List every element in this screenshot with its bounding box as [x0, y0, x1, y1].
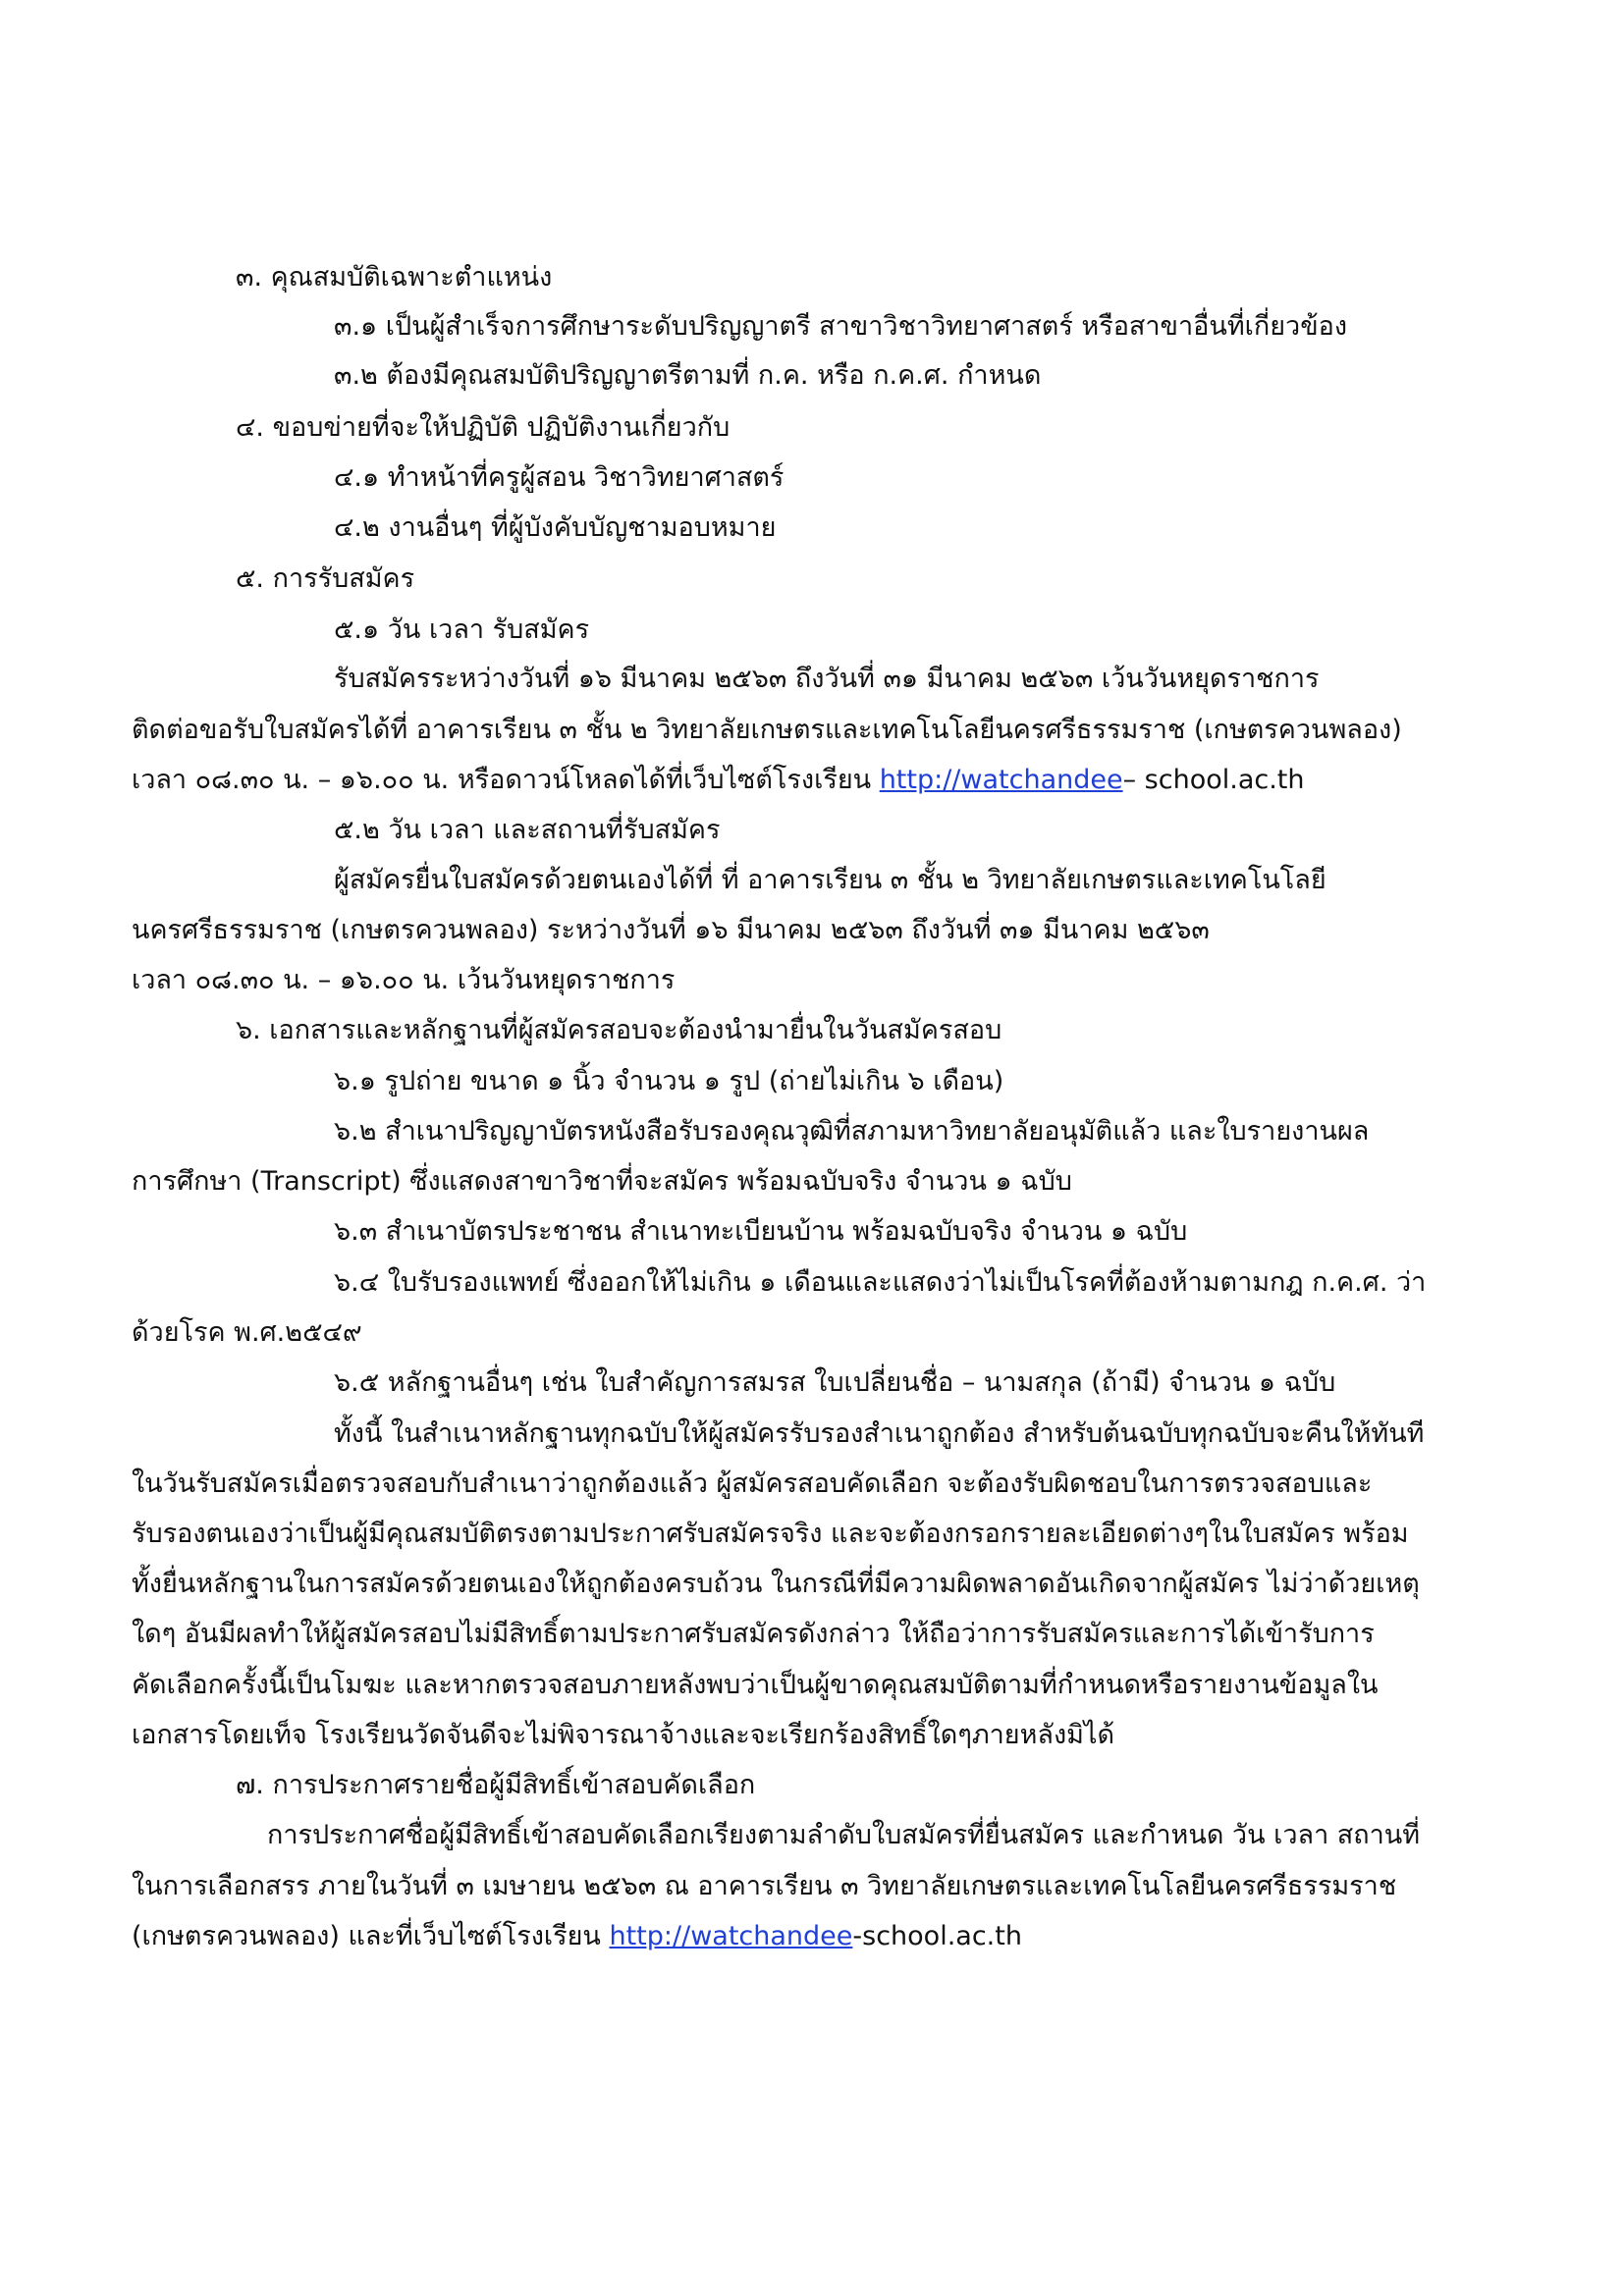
note-paragraph-line-4: ทั้งยื่นหลักฐานในการสมัครด้วยตนเองให้ถูกต้องครบถ้วน ในกรณีที่มีความผิดพลาดอันเกิดจากผู้สมัคร ไม่ว่าด้วยเหตุ: [132, 1569, 1420, 1599]
section-6-5: ๖.๕ หลักฐานอื่นๆ เช่น ใบสำคัญการสมรส ใบเปลี่ยนชื่อ – นามสกุล (ถ้ามี) จำนวน ๑ ฉบับ: [334, 1367, 1336, 1398]
note-paragraph-line-7: เอกสารโดยเท็จ โรงเรียนวัดจันดีจะไม่พิจารณาจ้างและจะเรียกร้องสิทธิ์ใดๆภายหลังมิได้: [132, 1720, 1115, 1750]
section-7-link-suffix: -school.ac.th: [852, 1921, 1022, 1951]
section-6-heading: ๖. เอกสารและหลักฐานที่ผู้สมัครสอบจะต้องนำมายื่นในวันสมัครสอบ: [236, 1015, 1002, 1045]
section-6-1: ๖.๑ รูปถ่าย ขนาด ๑ นิ้ว จำนวน ๑ รูป (ถ่ายไม่เกิน ๖ เดือน): [334, 1066, 1004, 1096]
note-paragraph-line-5: ใดๆ อันมีผลทำให้ผู้สมัครสอบไม่มีสิทธิ์ตามประกาศรับสมัครดังกล่าว ให้ถือว่าการรับสมัครและการได้เข้ารับการ: [132, 1619, 1375, 1649]
note-paragraph-line-1: ทั้งนี้ ในสำเนาหลักฐานทุกฉบับให้ผู้สมัครรับรองสำเนาถูกต้อง สำหรับต้นฉบับทุกฉบับจะคืนให้ทันที: [334, 1418, 1425, 1449]
section-5-2-paragraph-line-1: ผู้สมัครยื่นใบสมัครด้วยตนเองได้ที่ ที่ อาคารเรียน ๓ ชั้น ๒ วิทยาลัยเกษตรและเทคโนโลยี: [334, 865, 1326, 895]
section-6-2-line-1: ๖.๒ สำเนาปริญญาบัตรหนังสือรับรองคุณวุฒิที่สภามหาวิทยาลัยอนุมัติแล้ว และใบรายงานผล: [334, 1116, 1370, 1147]
school-website-link-2[interactable]: http://watchandee: [609, 1921, 853, 1951]
section-6-4-line-2: ด้วยโรค พ.ศ.๒๕๔๙: [132, 1317, 362, 1348]
section-3-1: ๓.๑ เป็นผู้สำเร็จการศึกษาระดับปริญญาตรี สาขาวิชาวิทยาศาสตร์ หรือสาขาอื่นที่เกี่ยวข้อง: [334, 311, 1348, 342]
section-4-2: ๔.๒ งานอื่นๆ ที่ผู้บังคับบัญชามอบหมาย: [334, 512, 777, 543]
section-5-2-paragraph-line-3: เวลา ๐๘.๓๐ น. – ๑๖.๐๐ น. เว้นวันหยุดราชการ: [132, 965, 676, 995]
section-6-3: ๖.๓ สำเนาบัตรประชาชน สำเนาทะเบียนบ้าน พร้อมฉบับจริง จำนวน ๑ ฉบับ: [334, 1216, 1188, 1247]
section-7-paragraph-line-3: [132, 1917, 1022, 1956]
section-5-heading: ๕. การรับสมัคร: [236, 563, 415, 594]
section-5-1: ๕.๑ วัน เวลา รับสมัคร: [334, 614, 590, 645]
section-6-2-line-2: การศึกษา (Transcript) ซึ่งแสดงสาขาวิชาที่จะสมัคร พร้อมฉบับจริง จำนวน ๑ ฉบับ: [132, 1166, 1072, 1197]
note-paragraph-line-2: ในวันรับสมัครเมื่อตรวจสอบกับสำเนาว่าถูกต้องแล้ว ผู้สมัครสอบคัดเลือก จะต้องรับผิดชอบในการตรวจสอบและ: [132, 1468, 1373, 1499]
section-6-4-line-1: ๖.๔ ใบรับรองแพทย์ ซึ่งออกให้ไม่เกิน ๑ เดือนและแสดงว่าไม่เป็นโรคที่ต้องห้ามตามกฎ ก.ค.ศ. ว่า: [334, 1267, 1427, 1298]
section-5-2-paragraph-line-2: นครศรีธรรมราช (เกษตรควนพลอง) ระหว่างวันที่ ๑๖ มีนาคม ๒๕๖๓ ถึงวันที่ ๓๑ มีนาคม ๒๕๖๓: [132, 915, 1210, 945]
note-paragraph-line-3: รับรองตนเองว่าเป็นผู้มีคุณสมบัติตรงตามประกาศรับสมัครจริง และจะต้องกรอกรายละเอียดต่างๆในใบสมัคร พร้อม: [132, 1519, 1409, 1549]
section-3-heading: ๓. คุณสมบัติเฉพาะตำแหน่ง: [236, 262, 553, 293]
section-5-1-link-suffix: – school.ac.th: [1122, 765, 1305, 795]
section-5-1-text: เวลา ๐๘.๓๐ น. – ๑๖.๐๐ น. หรือดาวน์โหลดได้ที่เว็บไซต์โรงเรียน: [132, 765, 880, 795]
section-5-1-paragraph-line-2: ติดต่อขอรับใบสมัครได้ที่ อาคารเรียน ๓ ชั้น ๒ วิทยาลัยเกษตรและเทคโนโลยีนครศรีธรรมราช (เกษตรควนพลอง): [132, 715, 1402, 745]
section-7-paragraph-line-1: การประกาศชื่อผู้มีสิทธิ์เข้าสอบคัดเลือกเรียงตามลำดับใบสมัครที่ยื่นสมัคร และกำหนด วัน เวลา สถานที่: [267, 1820, 1421, 1850]
section-7-text: (เกษตรควนพลอง) และที่เว็บไซต์โรงเรียน: [132, 1921, 610, 1951]
section-5-1-paragraph-line-1: รับสมัครระหว่างวันที่ ๑๖ มีนาคม ๒๕๖๓ ถึงวันที่ ๓๑ มีนาคม ๒๕๖๓ เว้นวันหยุดราชการ: [334, 664, 1320, 694]
section-4-1: ๔.๑ ทำหน้าที่ครูผู้สอน วิชาวิทยาศาสตร์: [334, 462, 785, 493]
section-7-heading: ๗. การประกาศรายชื่อผู้มีสิทธิ์เข้าสอบคัดเลือก: [236, 1770, 756, 1800]
section-5-1-paragraph-line-3: [132, 761, 1305, 800]
section-7-paragraph-line-2: ในการเลือกสรร ภายในวันที่ ๓ เมษายน ๒๕๖๓ ณ อาคารเรียน ๓ วิทยาลัยเกษตรและเทคโนโลยีนครศรีธรรมราช: [132, 1871, 1397, 1901]
section-3-2: ๓.๒ ต้องมีคุณสมบัติปริญญาตรีตามที่ ก.ค. หรือ ก.ค.ศ. กำหนด: [334, 360, 1042, 391]
section-5-2: ๕.๒ วัน เวลา และสถานที่รับสมัคร: [334, 815, 721, 845]
note-paragraph-line-6: คัดเลือกครั้งนี้เป็นโมฆะ และหากตรวจสอบภายหลังพบว่าเป็นผู้ขาดคุณสมบัติตามที่กำหนดหรือรายงานข้อมูลใน: [132, 1670, 1379, 1700]
section-4-heading: ๔. ขอบข่ายที่จะให้ปฏิบัติ ปฏิบัติงานเกี่ยวกับ: [236, 412, 731, 443]
school-website-link[interactable]: http://watchandee: [879, 765, 1123, 795]
